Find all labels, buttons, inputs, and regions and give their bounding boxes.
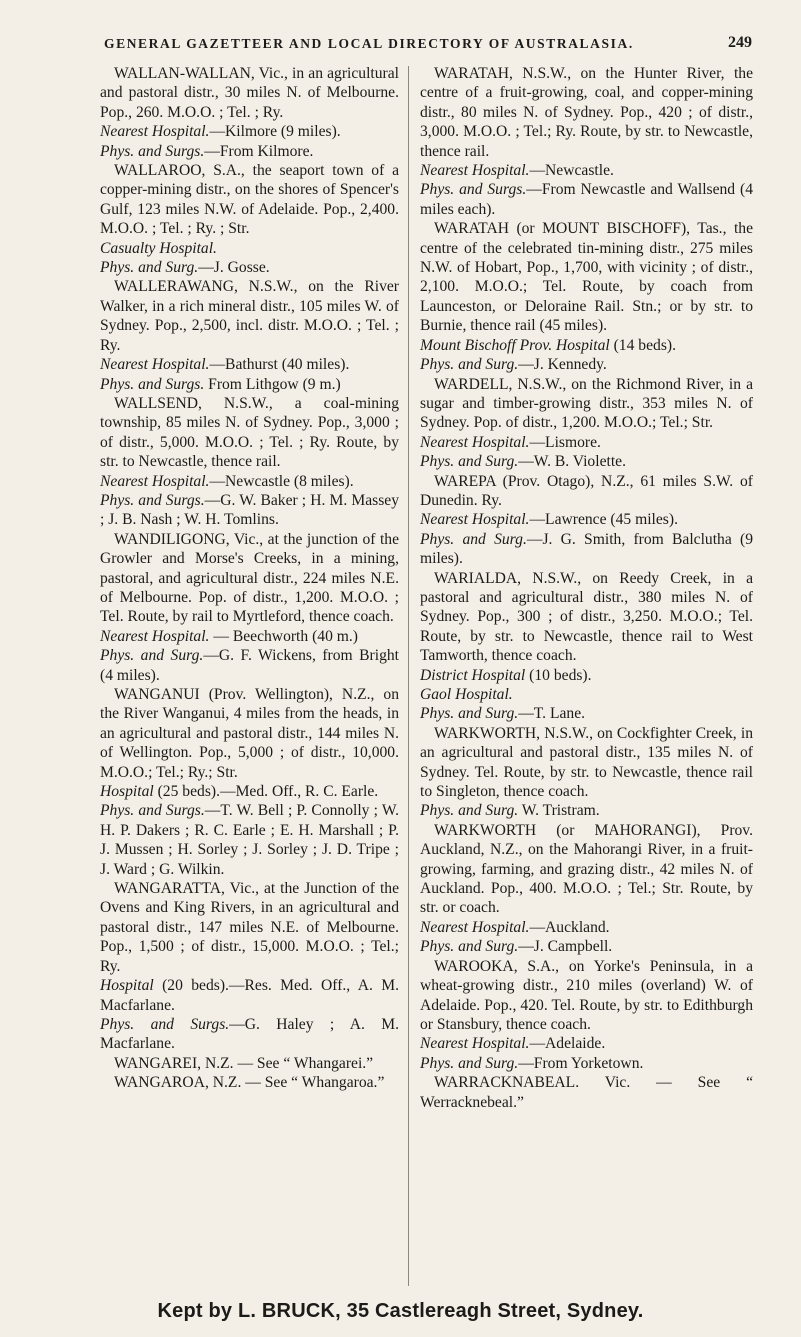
entry-subline-label: Phys. and Surgs. xyxy=(100,802,205,820)
entry-subline-text: —T. W. Bell ; P. Connolly ; W. H. P. Dakers ; R. C. Earle ; E. H. Marshall ; P. J. Mussen ; H. Sorley ; J. Sorley ; J. D. Tripe ; J. Ward ; G. Wilkin. xyxy=(100,802,399,878)
entry-subline-label: Nearest Hospital. xyxy=(420,1035,530,1053)
entry-details: (Prov. Otago), N.Z., 61 miles S.W. of Dunedin. Ry. xyxy=(420,472,753,509)
entry-subline xyxy=(420,161,753,180)
entry-subline xyxy=(100,472,399,491)
entry-subline xyxy=(100,258,399,277)
entry-subline-text: —W. B. Violette. xyxy=(518,453,626,471)
entry-details: Vic., at the junction of the Growler and Morse's Creeks, in a mining, pastoral, and agricultural distr., 224 miles N.E. of Melbourne. Pop. of distr., 1,200. M.O.O. ; Tel. Route, by rail to Myrtleford, thence coach. xyxy=(100,530,399,626)
entry-subline xyxy=(420,704,753,723)
entry-description xyxy=(100,277,399,355)
entry-subline-text: —G. Haley ; A. M. Macfarlane. xyxy=(100,1015,399,1053)
entry-subline xyxy=(100,375,399,394)
entry-subline xyxy=(420,180,753,219)
entry-place-name: WALLAN-WALLAN, xyxy=(114,65,255,82)
entry-details: Vic., in an agricultural and pastoral distr., 30 miles N. of Melbourne. Pop., 260. M.O.O. ; Tel. ; Ry. xyxy=(100,65,399,121)
entry-subline-label: Nearest Hospital. xyxy=(100,627,210,645)
page-number: 249 xyxy=(728,34,752,51)
entry-subline xyxy=(420,1054,753,1073)
entry-details: N.S.W., on Cockfighter Creek, in an agricultural and pastoral distr., 135 miles N. of Sydney. Tel. Route, by str. to Newcastle, thence rail to Singleton, thence coach. xyxy=(420,724,753,801)
entry-subline xyxy=(420,918,753,937)
entry-place-name: WALLAROO, xyxy=(114,162,206,180)
gazetteer-entry xyxy=(420,724,753,821)
entry-subline-text: —Adelaide. xyxy=(529,1035,606,1053)
entry-description xyxy=(100,685,399,782)
entry-details: N.S.W., on the River Walker, in a rich mineral distr., 105 miles W. of Sydney. Pop., 2,500, incl. distr. M.O.O. ; Tel. ; Ry. xyxy=(100,278,399,354)
entry-subline-label: Nearest Hospital. xyxy=(420,918,530,936)
entry-subline xyxy=(420,530,753,569)
entry-description xyxy=(420,957,753,1035)
gazetteer-entry xyxy=(420,219,753,374)
entry-subline xyxy=(100,976,399,1015)
entry-place-name: WAROOKA, xyxy=(434,957,518,975)
gazetteer-entry xyxy=(100,64,399,161)
entry-subline xyxy=(100,801,399,879)
entry-subline-text: —Kilmore (9 miles). xyxy=(209,123,341,141)
gazetteer-entry xyxy=(100,1073,399,1092)
gazetteer-entry xyxy=(100,879,399,1054)
entry-subline-text: —From Yorketown. xyxy=(518,1054,644,1072)
entry-description xyxy=(100,394,399,472)
entry-subline-label: Phys. and Surgs. xyxy=(100,491,205,509)
entry-place-name: WAREPA xyxy=(434,472,496,490)
gazetteer-entry xyxy=(100,530,399,685)
entry-description xyxy=(100,1073,399,1092)
entry-subline-label: Mount Bischoff Prov. Hospital xyxy=(420,336,610,354)
entry-subline-label: Hospital xyxy=(100,783,154,801)
entry-subline-label: Nearest Hospital. xyxy=(420,162,530,180)
entry-subline xyxy=(420,336,753,355)
right-column xyxy=(420,64,753,1112)
gazetteer-entry xyxy=(420,957,753,1073)
entry-subline xyxy=(100,122,399,141)
entry-subline-text: —Lismore. xyxy=(529,433,601,451)
entry-subline-label: Gaol Hospital. xyxy=(420,686,513,703)
entry-subline-text: — Beechworth (40 m.) xyxy=(209,627,358,645)
entry-place-name: WARATAH, xyxy=(434,65,513,82)
entry-place-name: WARKWORTH (or MAHORANGI), xyxy=(434,821,701,839)
entry-subline xyxy=(420,685,753,704)
entry-details: N.S.W., on Reedy Creek, in a pastoral and agricultural distr., 380 miles N. of Sydney. Pop., 300 ; of distr., 3,250. M.O.O.; Tel. Route, by str. to Newcastle, thence rail to West Tamworth, thence coach. xyxy=(420,569,753,665)
entry-details: S.A., the seaport town of a copper-mining distr., on the shores of Spencer's Gulf, 123 miles N.W. of Adelaide. Pop., 2,400. M.O.O. ; Tel. ; Ry. ; Str. xyxy=(100,162,399,238)
entry-subline-label: Nearest Hospital. xyxy=(100,356,210,374)
entry-subline-label: District Hospital xyxy=(420,666,526,684)
gazetteer-entry xyxy=(420,472,753,569)
entry-description xyxy=(100,530,399,627)
entry-subline-text: (25 beds).—Med. Off., R. C. Earle. xyxy=(153,783,379,801)
entry-details: (Prov. Wellington), N.Z., on the River Wanganui, 4 miles from the heads, in an agricultural and pastoral distr., 144 miles N. of Wellington. Pop., 5,000 ; of distr., 10,000. M.O.O.; Tel.; Ry.; Str. xyxy=(100,686,399,781)
entry-description xyxy=(420,724,753,802)
entry-subline xyxy=(420,1034,753,1053)
entry-subline-label: Hospital xyxy=(100,977,154,995)
entry-details: N.Z. — See “ Whangarei.” xyxy=(201,1054,374,1072)
entry-place-name: WARKWORTH, xyxy=(434,724,541,742)
page-header xyxy=(0,36,801,64)
entry-place-name: WARDELL, xyxy=(434,375,513,393)
entry-description xyxy=(100,1054,399,1073)
entry-subline-label: Phys. and Surgs. xyxy=(100,375,205,393)
entry-subline-label: Phys. and Surg. xyxy=(420,802,519,820)
running-title: GENERAL GAZETTEER AND LOCAL DIRECTORY OF AUSTRALASIA. xyxy=(104,36,634,51)
entry-subline-label: Phys. and Surgs. xyxy=(100,1015,230,1033)
entry-subline xyxy=(100,142,399,161)
entry-details: Tas., the centre of the celebrated tin-mining distr., 275 miles N.W. of Hobart, Pop., 1,700, with vicinity ; of distr., 2,100. M.O.O.; Tel. Route, by coach from Launceston, or Deloraine Rail. Stn.; or by str. to Burnie, thence rail (45 miles). xyxy=(420,220,753,335)
entry-subline-text: —From Kilmore. xyxy=(204,142,314,160)
entry-subline-label: Phys. and Surgs. xyxy=(100,142,205,160)
entry-details: S.A., on Yorke's Peninsula, in a wheat-growing distr., 210 miles (overland) W. of Adelaide. Pop., 420. Tel. Route, by str. to Edithburgh or Stansbury, thence coach. xyxy=(420,957,753,1033)
gazetteer-entry xyxy=(100,161,399,277)
gazetteer-entry xyxy=(100,394,399,530)
entry-description xyxy=(420,219,753,335)
entry-details: Vic., at the Junction of the Ovens and King Rivers, in an agricultural and pastoral distr., 147 miles N.E. of Melbourne. Pop., 1,500 ; of distr., 15,000. M.O.O. ; Tel.; Ry. xyxy=(100,880,399,975)
column-divider xyxy=(408,66,409,1286)
entry-subline-label: Casualty Hospital. xyxy=(100,239,217,257)
entry-place-name: WANGAREI, xyxy=(114,1054,202,1072)
entry-place-name: WANGAROA, xyxy=(114,1074,209,1092)
entry-subline-label: Phys. and Surg. xyxy=(420,705,519,723)
entry-description xyxy=(420,472,753,511)
entry-place-name: WANGANUI xyxy=(114,686,200,703)
entry-subline xyxy=(100,782,399,801)
entry-subline-label: Nearest Hospital. xyxy=(100,472,210,490)
entry-subline-label: Phys. and Surg. xyxy=(420,938,519,956)
entry-subline xyxy=(100,355,399,374)
gazetteer-entry xyxy=(420,1073,753,1112)
entry-subline xyxy=(100,1015,399,1054)
entry-subline-text: —Newcastle. xyxy=(529,162,614,180)
entry-subline-text: W. Tristram. xyxy=(518,802,600,820)
entry-subline-text: —From Newcastle and Wallsend (4 miles each). xyxy=(420,181,753,218)
entry-subline-label: Nearest Hospital. xyxy=(420,511,530,529)
entry-subline xyxy=(420,355,753,374)
entry-place-name: WALLERAWANG, xyxy=(114,278,238,296)
entry-details: N.S.W., on the Richmond River, in a sugar and timber-growing distr., 353 miles N. of Sydney. Pop. of distr., 1,200. M.O.O.; Tel.; Str. xyxy=(420,375,753,432)
entry-subline-text: (14 beds). xyxy=(609,336,676,354)
entry-description xyxy=(420,64,753,161)
entry-subline xyxy=(420,801,753,820)
entry-subline xyxy=(420,666,753,685)
entry-subline-label: Nearest Hospital. xyxy=(420,433,530,451)
entry-details: N.S.W., a coal-mining township, 85 miles N. of Sydney. Pop., 3,000 ; of distr., 5,000. M.O.O. ; Tel. ; Ry. Route, by str. to Newcastle, thence rail. xyxy=(100,394,399,471)
gazetteer-entry xyxy=(420,64,753,219)
entry-description xyxy=(420,375,753,433)
entry-subline-label: Phys. and Surgs. xyxy=(420,181,527,199)
entry-place-name: WANDILIGONG, xyxy=(114,530,230,548)
entry-details: Vic. — See “ Werracknebeal.” xyxy=(420,1074,753,1111)
entry-subline-label: Phys. and Surg. xyxy=(420,453,519,471)
gazetteer-entry xyxy=(420,569,753,724)
entry-subline-label: Phys. and Surg. xyxy=(100,647,204,665)
entry-description xyxy=(100,879,399,976)
entry-place-name: WARATAH (or MOUNT BISCHOFF), xyxy=(434,220,691,238)
entry-subline-text: (20 beds).—Res. Med. Off., A. M. Macfarlane. xyxy=(100,977,399,1014)
entry-subline xyxy=(100,627,399,646)
entry-subline-text: —Auckland. xyxy=(529,918,610,936)
entry-details: Prov. Auckland, N.Z., on the Mahorangi River, in a fruit-growing, farming, and grazing distr., 42 miles N. of Auckland. Pop., 400. M.O.O. ; Tel.; Str. Route, by str. or coach. xyxy=(420,821,753,917)
gazetteer-entry xyxy=(100,277,399,393)
entry-subline-text: —Lawrence (45 miles). xyxy=(529,511,678,529)
entry-subline-text: —Bathurst (40 miles). xyxy=(209,356,350,374)
entry-subline xyxy=(420,452,753,471)
entry-description xyxy=(420,821,753,918)
entry-subline-text: From Lithgow (9 m.) xyxy=(204,375,341,393)
entry-description xyxy=(100,161,399,239)
entry-subline-text: —J. Campbell. xyxy=(518,938,613,956)
entry-subline-label: Phys. and Surg. xyxy=(420,356,519,374)
entry-subline-text: —J. Kennedy. xyxy=(518,356,607,374)
gazetteer-entry xyxy=(420,375,753,472)
entry-subline-text: —G. W. Baker ; H. M. Massey ; J. B. Nash ; W. H. Tomlins. xyxy=(100,491,399,529)
entry-subline-label: Phys. and Surg. xyxy=(100,259,199,277)
entry-description xyxy=(420,569,753,666)
entry-place-name: WARRACKNABEAL. xyxy=(434,1074,580,1092)
entry-subline-label: Phys. and Surg. xyxy=(420,530,527,548)
gazetteer-entry xyxy=(420,821,753,957)
entry-subline xyxy=(100,491,399,530)
entry-details: N.S.W., on the Hunter River, the centre of a fruit-growing, coal, and copper-mining distr., 80 miles N. of Sydney. Pop., 420 ; of distr., 3,000. M.O.O. ; Tel.; Ry. Route, by str. to Newcastle, thence rail. xyxy=(420,65,753,160)
entry-place-name: WANGARATTA, xyxy=(114,880,225,898)
entry-subline xyxy=(100,646,399,685)
entry-subline-text: —Newcastle (8 miles). xyxy=(209,472,354,490)
entry-description xyxy=(420,1073,753,1112)
gazetteer-entry xyxy=(100,685,399,879)
entry-subline xyxy=(420,433,753,452)
entry-subline-text: —J. G. Smith, from Balclutha (9 miles). xyxy=(420,530,753,568)
entry-subline-text: —J. Gosse. xyxy=(198,259,270,277)
entry-subline xyxy=(100,239,399,258)
entry-subline-label: Phys. and Surg. xyxy=(420,1054,519,1072)
entry-place-name: WARIALDA, xyxy=(434,569,522,587)
entry-description xyxy=(100,64,399,122)
gazetteer-entry xyxy=(100,1054,399,1073)
entry-subline xyxy=(420,937,753,956)
entry-subline xyxy=(420,510,753,529)
entry-subline-label: Nearest Hospital. xyxy=(100,123,210,141)
entry-details: N.Z. — See “ Whangaroa.” xyxy=(208,1074,385,1092)
left-column xyxy=(100,64,399,1093)
entry-subline-text: —T. Lane. xyxy=(518,705,586,723)
entry-subline-text: (10 beds). xyxy=(525,666,592,684)
footer-imprint: Kept by L. BRUCK, 35 Castlereagh Street, Sydney. xyxy=(157,1300,644,1322)
entry-subline-text: —G. F. Wickens, from Bright (4 miles). xyxy=(100,647,399,684)
entry-place-name: WALLSEND, xyxy=(114,394,202,412)
